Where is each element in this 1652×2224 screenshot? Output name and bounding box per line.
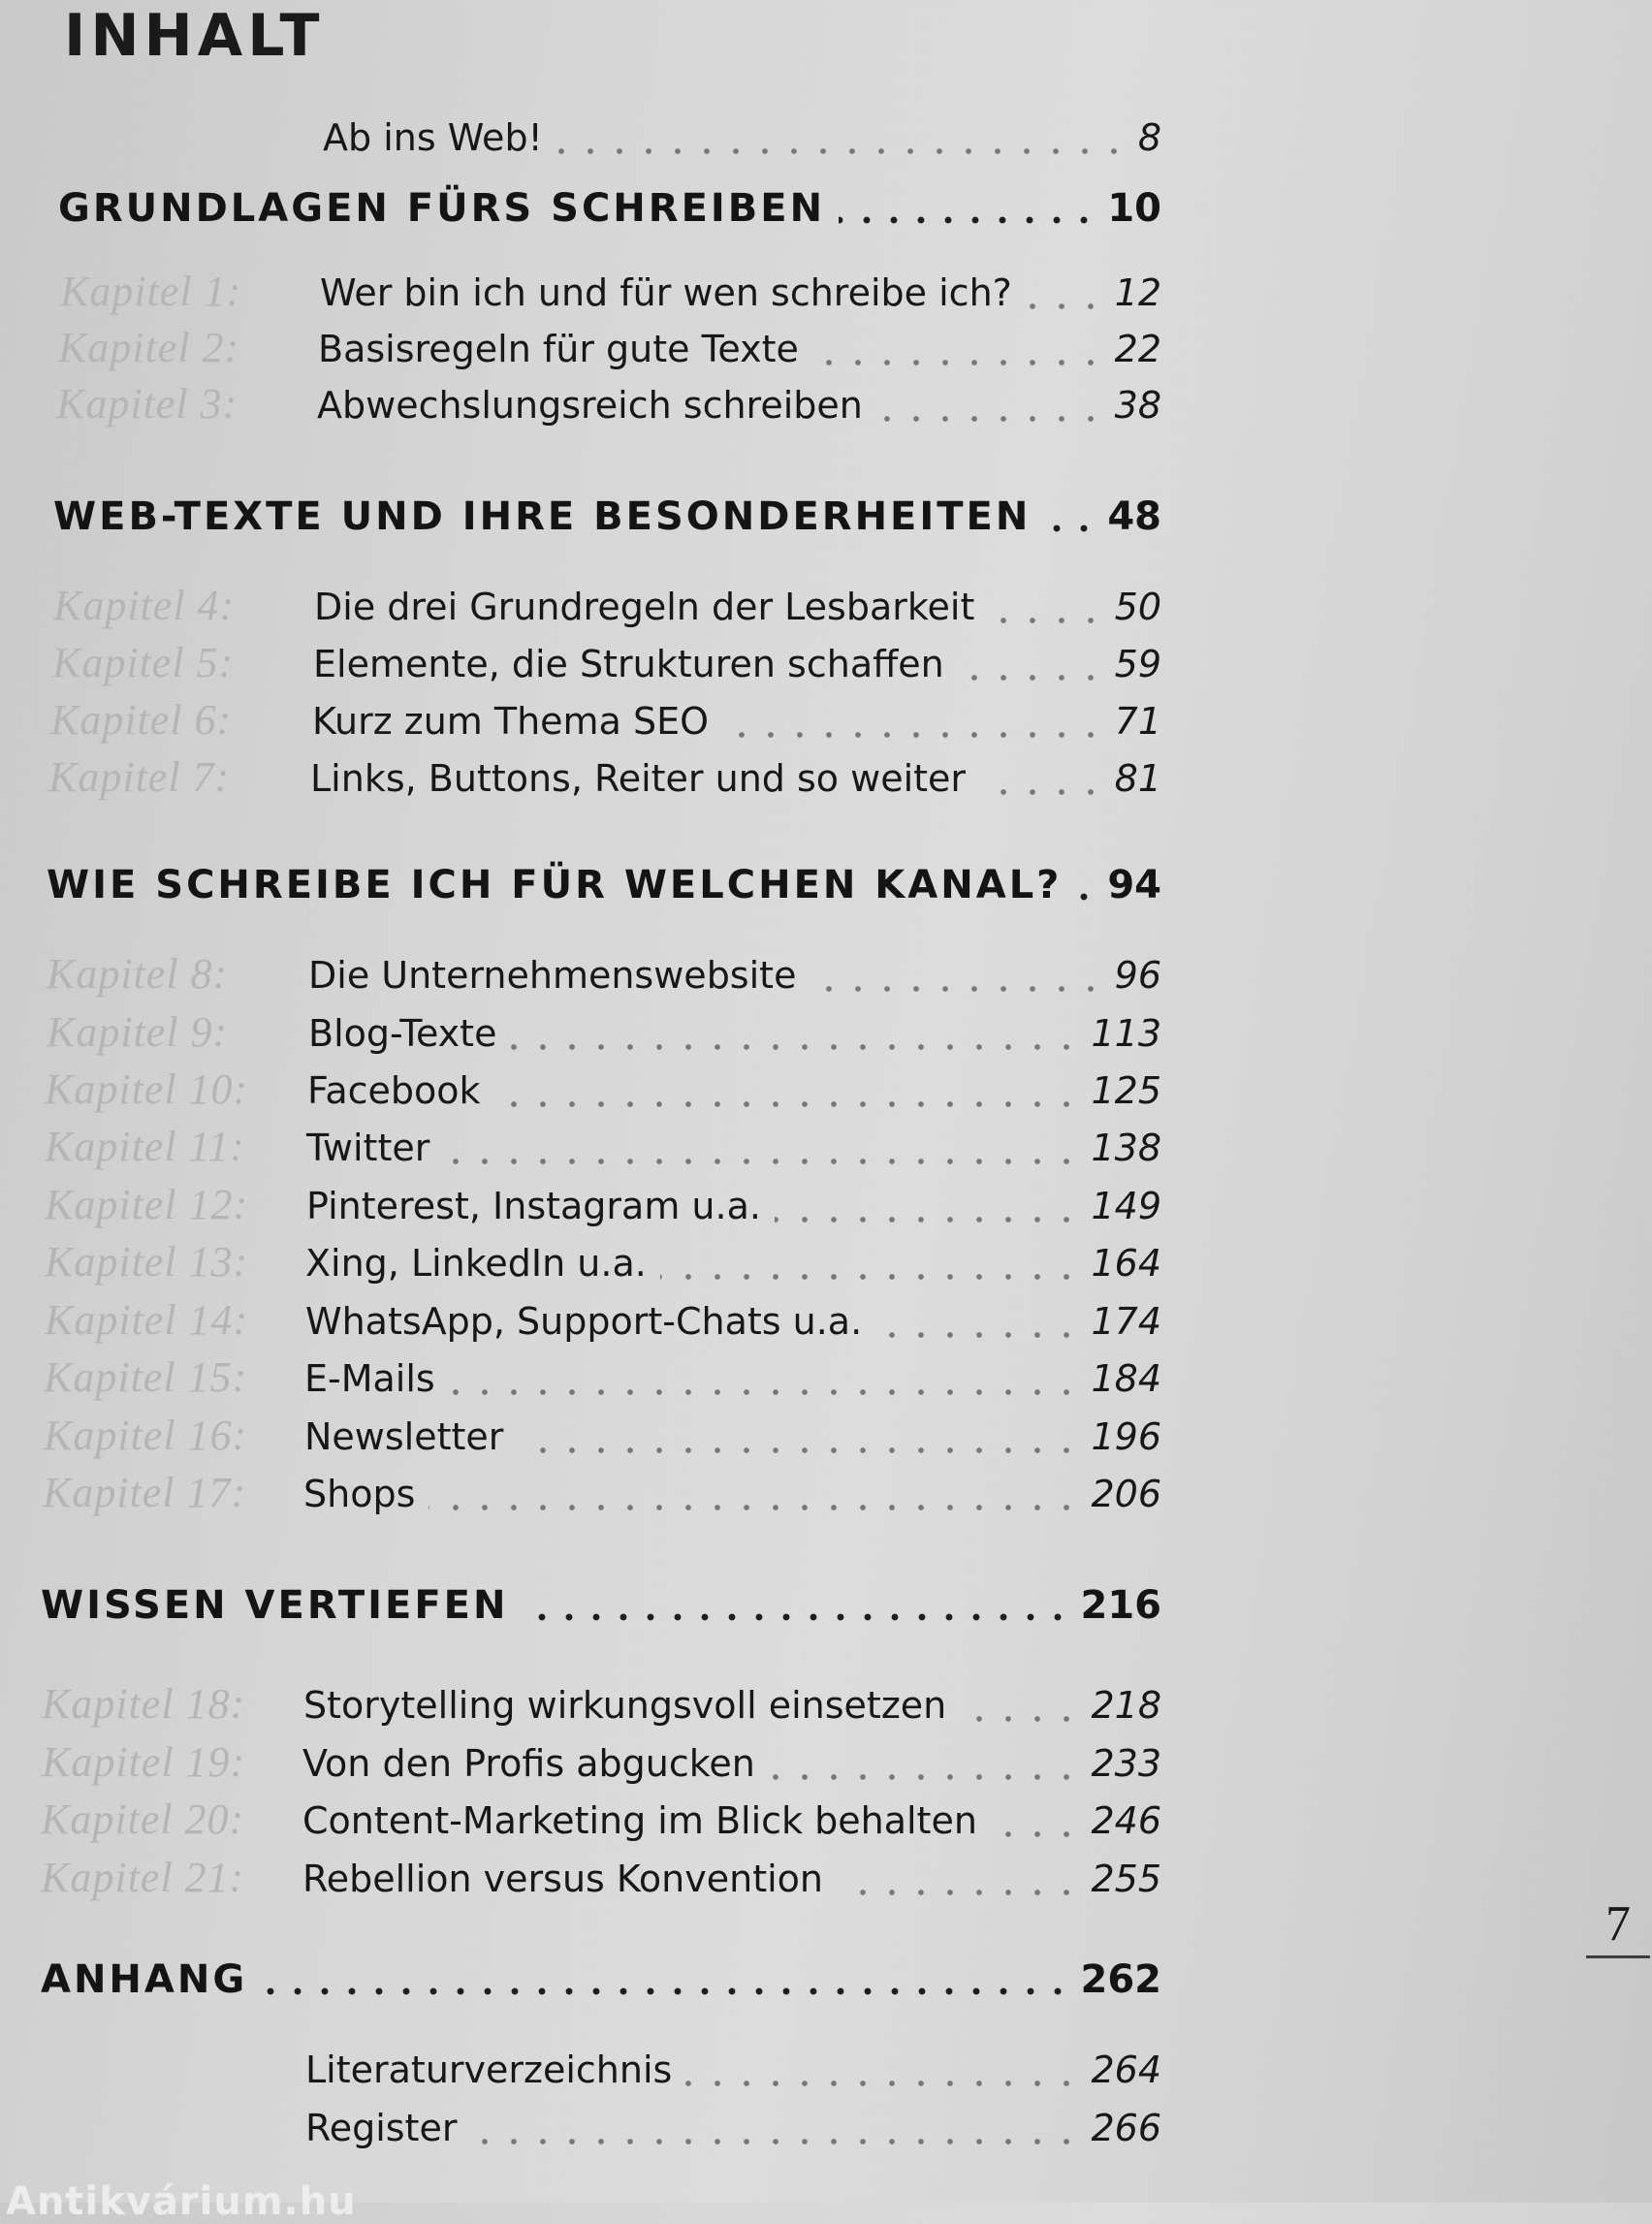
chapter-page-number: 206 bbox=[1091, 1473, 1161, 1515]
toc-entry-intro[interactable] bbox=[0, 109, 1648, 167]
chapter-page-number: 266 bbox=[1091, 2107, 1161, 2149]
chapter-title: Von den Profis abgucken bbox=[302, 1742, 755, 1785]
chapter-page-number: 81 bbox=[1114, 757, 1161, 800]
chapter-label: Kapitel 11: bbox=[45, 1123, 245, 1170]
chapter-entry[interactable] bbox=[0, 1465, 1648, 1523]
chapter-entry[interactable] bbox=[0, 1062, 1648, 1120]
chapter-title: Die drei Grundregeln der Lesbarkeit bbox=[314, 586, 975, 628]
chapter-page-number: 22 bbox=[1114, 328, 1161, 370]
dot-leader bbox=[876, 413, 1105, 425]
chapter-title: Twitter bbox=[306, 1127, 430, 1169]
chapter-label: Kapitel 9: bbox=[47, 1008, 229, 1056]
chapter-title: Basisregeln für gute Texte bbox=[318, 328, 799, 370]
chapter-title: Abwechslungsreich schreiben bbox=[317, 384, 863, 427]
chapter-entry[interactable] bbox=[0, 1177, 1648, 1235]
chapter-title: Die Unternehmenswebsite bbox=[308, 954, 797, 997]
section-dot-leader bbox=[1075, 890, 1097, 904]
chapter-entry[interactable] bbox=[0, 1850, 1648, 1908]
dot-leader bbox=[517, 1445, 1081, 1456]
chapter-entry[interactable] bbox=[0, 1004, 1648, 1063]
chapter-title: Rebellion versus Konvention bbox=[302, 1858, 824, 1900]
chapter-entry[interactable] bbox=[0, 1119, 1648, 1177]
section-title: WEB-TEXTE UND IHRE BESONDERHEITEN bbox=[53, 494, 1032, 539]
chapter-page-number: 50 bbox=[1114, 586, 1161, 628]
chapter-page-number: 38 bbox=[1114, 384, 1161, 427]
section-title: WIE SCHREIBE ICH FÜR WELCHEN KANAL? bbox=[47, 863, 1063, 907]
toc-heading: INHALT bbox=[64, 2, 325, 70]
chapter-page-number: 255 bbox=[1091, 1858, 1161, 1900]
dot-leader bbox=[443, 1156, 1081, 1167]
chapter-title: Facebook bbox=[307, 1069, 481, 1112]
section-page-number: 48 bbox=[1107, 494, 1161, 539]
section-heading[interactable] bbox=[0, 180, 1648, 238]
chapter-label: Kapitel 4: bbox=[53, 582, 236, 629]
section-page-number: 10 bbox=[1107, 186, 1161, 231]
dot-leader bbox=[991, 1828, 1081, 1840]
chapter-title: Register bbox=[305, 2107, 458, 2149]
dot-leader bbox=[556, 145, 1128, 157]
chapter-page-number: 184 bbox=[1091, 1357, 1161, 1400]
chapter-entry[interactable] bbox=[0, 2099, 1648, 2157]
chapter-label: Kapitel 19: bbox=[42, 1738, 246, 1786]
chapter-entry[interactable] bbox=[0, 1734, 1648, 1793]
chapter-label: Kapitel 14: bbox=[45, 1296, 249, 1344]
chapter-page-number: 125 bbox=[1091, 1069, 1161, 1112]
dot-leader bbox=[837, 1887, 1081, 1898]
section-title: GRUNDLAGEN FÜRS SCHREIBEN bbox=[58, 186, 826, 231]
chapter-title: WhatsApp, Support-Chats u.a. bbox=[305, 1300, 863, 1343]
chapter-title: Wer bin ich und für wen schreibe ich? bbox=[320, 271, 1012, 314]
chapter-entry[interactable] bbox=[0, 692, 1648, 750]
chapter-entry[interactable] bbox=[0, 1676, 1648, 1734]
section-dot-leader bbox=[522, 1610, 1071, 1624]
chapter-label: Kapitel 6: bbox=[50, 696, 233, 744]
chapter-page-number: 233 bbox=[1091, 1742, 1161, 1785]
dot-leader bbox=[685, 2078, 1081, 2089]
chapter-title: Pinterest, Instagram u.a. bbox=[306, 1185, 761, 1227]
section-title: ANHANG bbox=[41, 1957, 248, 2002]
page-number: 7 bbox=[1605, 1896, 1631, 1952]
chapter-label: Kapitel 20: bbox=[41, 1795, 245, 1843]
entry-page-number: 8 bbox=[1137, 116, 1161, 159]
dot-leader bbox=[812, 357, 1105, 368]
dot-leader bbox=[429, 1502, 1081, 1513]
dot-leader bbox=[1026, 301, 1105, 312]
watermark: Antikvárium.hu bbox=[6, 2179, 357, 2224]
dot-leader bbox=[958, 672, 1105, 683]
chapter-label: Kapitel 16: bbox=[44, 1412, 248, 1459]
chapter-entry[interactable] bbox=[0, 1792, 1648, 1850]
dot-leader bbox=[960, 1713, 1081, 1725]
chapter-label: Kapitel 15: bbox=[44, 1353, 248, 1401]
chapter-label: Kapitel 8: bbox=[47, 950, 229, 998]
section-dot-leader bbox=[839, 213, 1097, 227]
section-heading[interactable] bbox=[0, 1577, 1648, 1636]
dot-leader bbox=[810, 983, 1105, 995]
section-heading[interactable] bbox=[0, 857, 1648, 915]
chapter-entry[interactable] bbox=[0, 376, 1648, 434]
chapter-title: Shops bbox=[303, 1473, 416, 1515]
chapter-entry[interactable] bbox=[0, 1350, 1648, 1408]
chapter-page-number: 246 bbox=[1091, 1799, 1161, 1842]
chapter-entry[interactable] bbox=[0, 1234, 1648, 1292]
chapter-entry[interactable] bbox=[0, 2041, 1648, 2099]
dot-leader bbox=[722, 729, 1105, 741]
chapter-title: Links, Buttons, Reiter und so weiter bbox=[310, 757, 967, 800]
chapter-page-number: 71 bbox=[1114, 700, 1161, 743]
dot-leader bbox=[449, 1386, 1081, 1398]
dot-leader bbox=[875, 1329, 1081, 1341]
chapter-title: Xing, LinkedIn u.a. bbox=[305, 1242, 647, 1285]
chapter-page-number: 174 bbox=[1091, 1300, 1161, 1343]
chapter-label: Kapitel 10: bbox=[45, 1065, 249, 1113]
chapter-entry[interactable] bbox=[0, 946, 1648, 1004]
chapter-title: Storytelling wirkungsvoll einsetzen bbox=[303, 1684, 947, 1727]
section-heading[interactable] bbox=[0, 1952, 1648, 2010]
page-number-rule bbox=[1586, 1955, 1650, 1958]
chapter-label: Kapitel 13: bbox=[45, 1238, 249, 1286]
section-dot-leader bbox=[1044, 522, 1097, 535]
dot-leader bbox=[769, 1771, 1081, 1783]
chapter-page-number: 96 bbox=[1114, 954, 1161, 997]
chapter-entry[interactable] bbox=[0, 1292, 1648, 1350]
chapter-title: E-Mails bbox=[304, 1357, 435, 1400]
dot-leader bbox=[470, 2136, 1081, 2147]
section-title: WISSEN VERTIEFEN bbox=[41, 1583, 509, 1628]
dot-leader bbox=[510, 1041, 1081, 1053]
dot-leader bbox=[979, 786, 1105, 798]
chapter-page-number: 12 bbox=[1114, 271, 1161, 314]
chapter-page-number: 264 bbox=[1091, 2049, 1161, 2091]
chapter-entry[interactable] bbox=[0, 320, 1648, 378]
dot-leader bbox=[775, 1214, 1081, 1225]
chapter-entry[interactable] bbox=[0, 1408, 1648, 1466]
chapter-label: Kapitel 7: bbox=[48, 753, 231, 801]
chapter-entry[interactable] bbox=[0, 578, 1648, 636]
chapter-title: Elemente, die Strukturen schaffen bbox=[313, 643, 944, 685]
chapter-label: Kapitel 5: bbox=[52, 639, 235, 686]
chapter-label: Kapitel 2: bbox=[58, 324, 240, 371]
chapter-title: Content-Marketing im Blick behalten bbox=[302, 1799, 977, 1842]
chapter-label: Kapitel 18: bbox=[42, 1680, 246, 1728]
chapter-title: Newsletter bbox=[304, 1415, 504, 1458]
chapter-entry[interactable] bbox=[0, 635, 1648, 693]
dot-leader bbox=[660, 1271, 1081, 1283]
section-dot-leader bbox=[261, 1985, 1071, 1998]
chapter-label: Kapitel 17: bbox=[43, 1469, 247, 1516]
dot-leader bbox=[988, 615, 1105, 626]
chapter-page-number: 149 bbox=[1091, 1185, 1161, 1227]
chapter-page-number: 113 bbox=[1091, 1012, 1161, 1055]
chapter-page-number: 218 bbox=[1091, 1684, 1161, 1727]
dot-leader bbox=[494, 1098, 1081, 1110]
section-page-number: 94 bbox=[1107, 863, 1161, 907]
entry-title: Ab ins Web! bbox=[323, 116, 543, 159]
chapter-title: Literaturverzeichnis bbox=[305, 2049, 673, 2091]
chapter-title: Kurz zum Thema SEO bbox=[312, 700, 709, 743]
chapter-label: Kapitel 12: bbox=[45, 1181, 249, 1228]
chapter-title: Blog-Texte bbox=[308, 1012, 497, 1055]
section-page-number: 262 bbox=[1080, 1957, 1161, 2002]
chapter-entry[interactable] bbox=[0, 264, 1648, 322]
chapter-label: Kapitel 3: bbox=[56, 380, 238, 428]
chapter-page-number: 196 bbox=[1091, 1415, 1161, 1458]
chapter-entry[interactable] bbox=[0, 749, 1648, 808]
chapter-page-number: 138 bbox=[1091, 1127, 1161, 1169]
section-page-number: 216 bbox=[1080, 1583, 1161, 1628]
chapter-page-number: 59 bbox=[1114, 643, 1161, 685]
chapter-page-number: 164 bbox=[1091, 1242, 1161, 1285]
chapter-label: Kapitel 1: bbox=[60, 268, 242, 315]
section-heading[interactable] bbox=[0, 489, 1648, 547]
chapter-label: Kapitel 21: bbox=[41, 1854, 245, 1901]
